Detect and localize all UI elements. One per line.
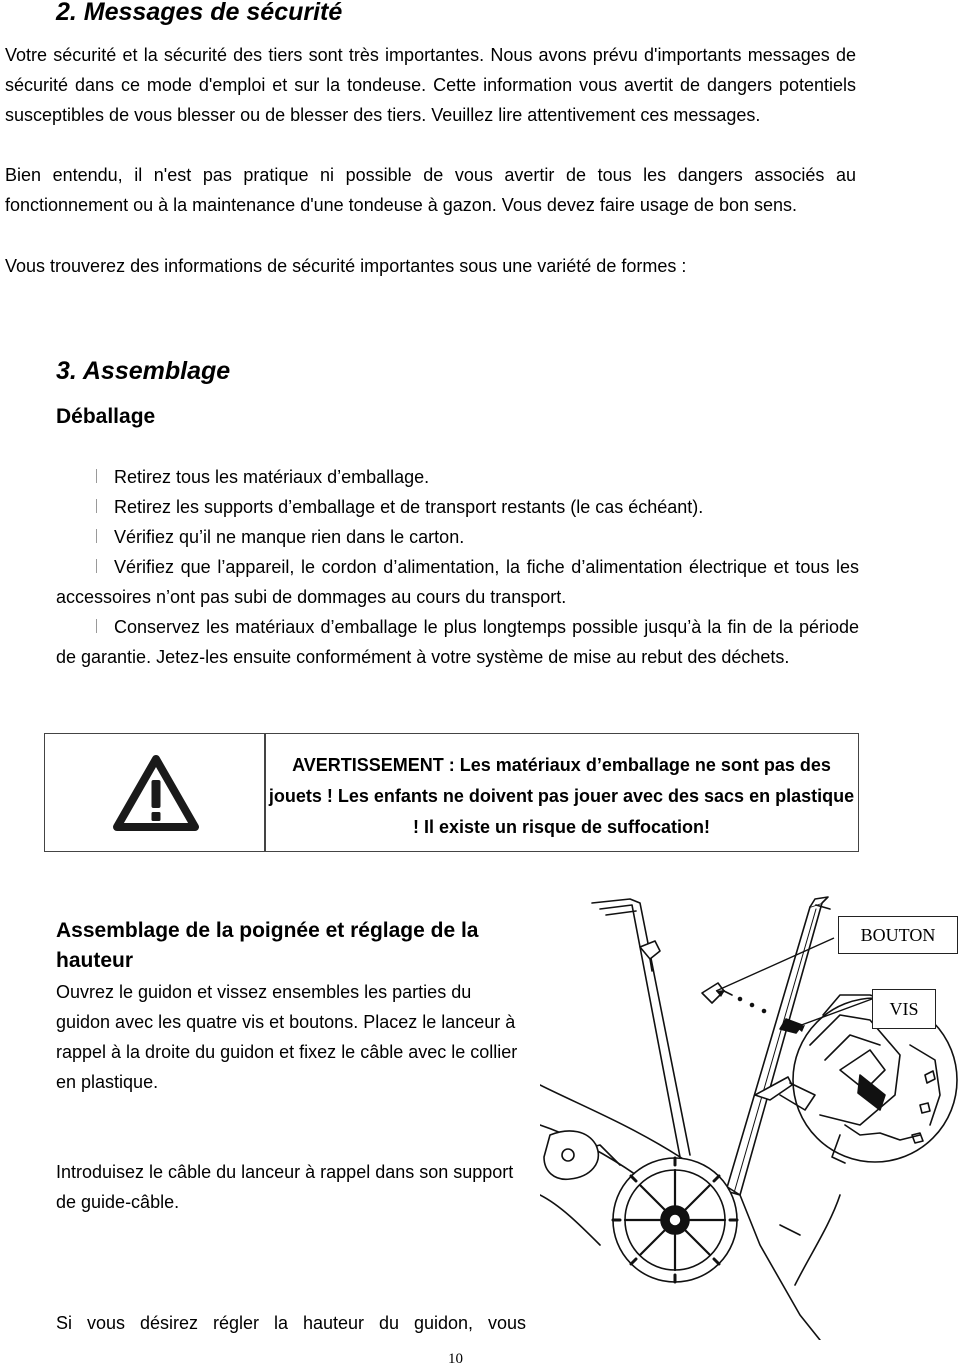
warning-triangle-icon	[113, 754, 199, 832]
security-paragraph-2: Bien entendu, il n'est pas pratique ni possible de vous avertir de tous les dangers associés au fonctionnement ou à la maintenance d'une tondeuse à gazon. Vous devez faire usage de bon sens.	[5, 165, 856, 215]
list-item: Conservez les matériaux d’emballage le plus longtemps possible jusqu’à la fin de la période de garantie. Jetez-les ensuite conformément à votre système de mise au rebut des déchets.	[56, 612, 859, 672]
callout-bouton: BOUTON	[838, 916, 958, 954]
bullet-icon	[56, 462, 114, 492]
security-paragraph-3: Vous trouverez des informations de sécurité importantes sous une variété de formes :	[5, 256, 687, 276]
handle-assembly-illustration	[540, 895, 960, 1340]
security-paragraph-1: Votre sécurité et la sécurité des tiers sont très importantes. Nous avons prévu d'importants messages de sécurité dans ce mode d'emploi et sur la tondeuse. Cette information vous avertit de dangers potentiels susceptibles de vous blesser ou de blesser des tiers. Veuillez lire attentivement ces messages.	[5, 45, 856, 125]
list-item: Retirez les supports d’emballage et de transport restants (le cas échéant).	[56, 492, 859, 522]
bullet-icon	[56, 522, 114, 552]
handle-section-title: Assemblage de la poignée et réglage de la hauteur	[56, 919, 479, 972]
section-heading-assembly: 3. Assemblage	[56, 357, 231, 385]
page-number: 10	[448, 1351, 463, 1367]
list-item: Vérifiez qu’il ne manque rien dans le carton.	[56, 522, 859, 552]
handle-paragraph-2: Introduisez le câble du lanceur à rappel dans son support de guide-câble.	[56, 1162, 514, 1212]
list-item: Vérifiez que l’appareil, le cordon d’alimentation, la fiche d’alimentation électrique et tous les accessoires n’ont pas subi de dommages au cours du transport.	[56, 552, 859, 612]
warning-box	[44, 733, 859, 852]
bouton-leader-line	[716, 938, 834, 991]
callout-vis: VIS	[872, 989, 936, 1029]
bullet-icon	[56, 492, 114, 522]
bullet-icon	[56, 612, 114, 642]
handle-paragraph-1: Ouvrez le guidon et vissez ensembles les parties du guidon avec les quatre vis et boutons. Placez le lanceur à rappel à la droite du guidon et fixez le câble avec le collier en plastique.	[56, 982, 518, 1092]
warning-text: AVERTISSEMENT : Les matériaux d’emballage ne sont pas des jouets ! Les enfants ne doivent pas jouer avec des sacs en plastique ! Il existe un risque de suffocation!	[268, 755, 855, 837]
handle-paragraph-3: Si vous désirez régler la hauteur du guidon, vous	[56, 1313, 526, 1333]
section-heading-security: 2. Messages de sécurité	[56, 0, 343, 26]
unpacking-title: Déballage	[56, 405, 156, 428]
list-item: Retirez tous les matériaux d’emballage.	[56, 462, 859, 492]
unpacking-list	[56, 462, 859, 672]
bullet-icon	[56, 552, 114, 582]
